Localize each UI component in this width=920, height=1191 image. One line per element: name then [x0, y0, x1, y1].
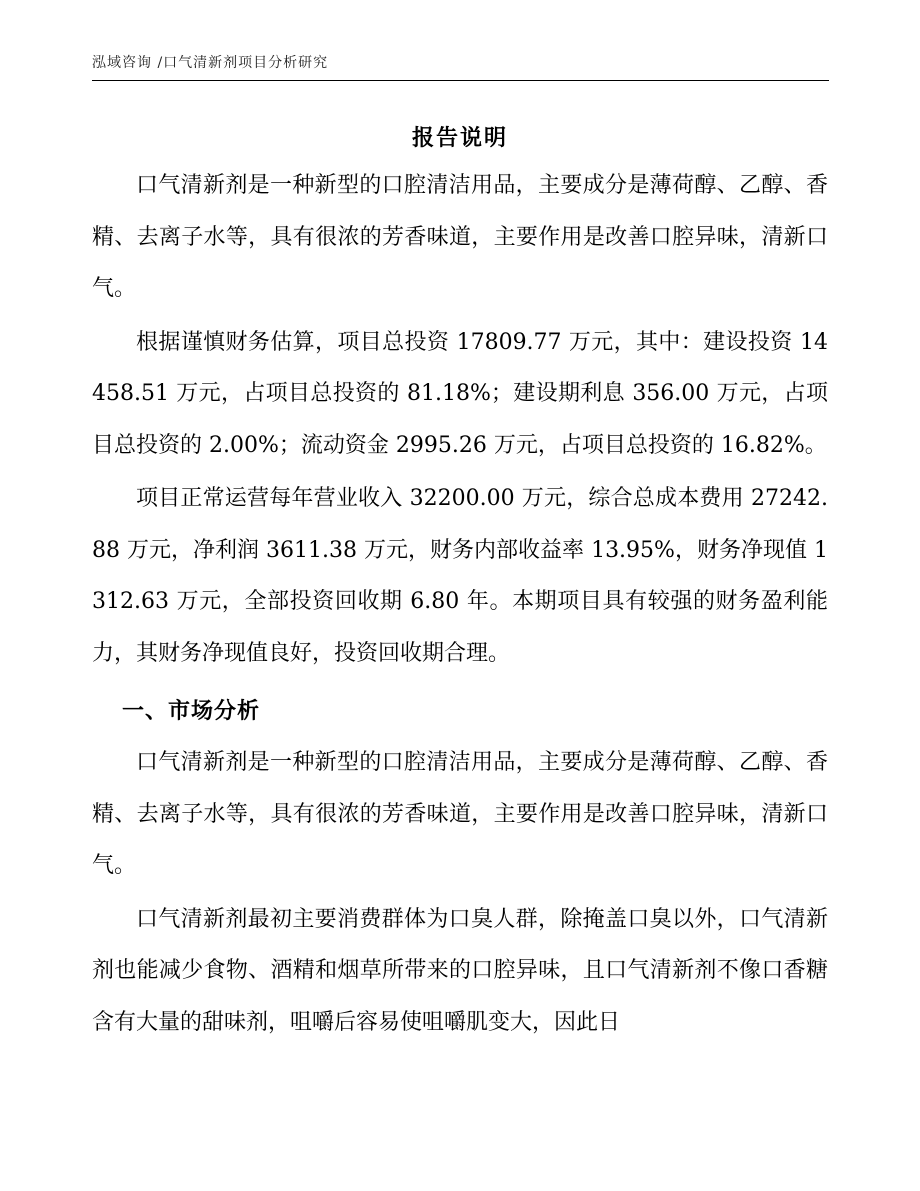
market-paragraph-2: 口气清新剂最初主要消费群体为口臭人群，除掩盖口臭以外，口气清新剂也能减少食物、酒精和烟草所带来的口腔异味，且口气清新剂不像口香糖含有大量的甜味剂，咀嚼后容易使咀嚼肌变大，因此日	[92, 906, 828, 1035]
report-paragraph-1: 口气清新剂是一种新型的口腔清洁用品，主要成分是薄荷醇、乙醇、香精、去离子水等，具有很浓的芳香味道，主要作用是改善口腔异味，清新口气。	[92, 173, 828, 301]
document-body	[92, 118, 828, 1050]
market-paragraph-1: 口气清新剂是一种新型的口腔清洁用品，主要成分是薄荷醇、乙醇、香精、去离子水等，具有很浓的芳香味道，主要作用是改善口腔异味，清新口气。	[92, 750, 828, 878]
header-rule	[92, 80, 829, 81]
running-header: 泓域咨询 /口气清新剂项目分析研究	[92, 55, 329, 71]
report-title: 报告说明	[411, 125, 508, 151]
section-heading-market: 一、市场分析	[122, 698, 261, 724]
report-paragraph-3: 项目正常运营每年营业收入 32200.00 万元，综合总成本费用 27242.88 万元，净利润 3611.38 万元，财务内部收益率 13.95%，财务净现值 1312.63 万元，全部投资回收期 6.80 年。本期项目具有较强的财务盈利能力，其财务净现值良好，投资回收期合理。	[92, 486, 828, 666]
report-paragraph-2: 根据谨慎财务估算，项目总投资 17809.77 万元，其中：建设投资 14458.51 万元，占项目总投资的 81.18%；建设期利息 356.00 万元，占项目总投资的 2.00%；流动资金 2995.26 万元，占项目总投资的 16.82%。	[92, 329, 828, 458]
